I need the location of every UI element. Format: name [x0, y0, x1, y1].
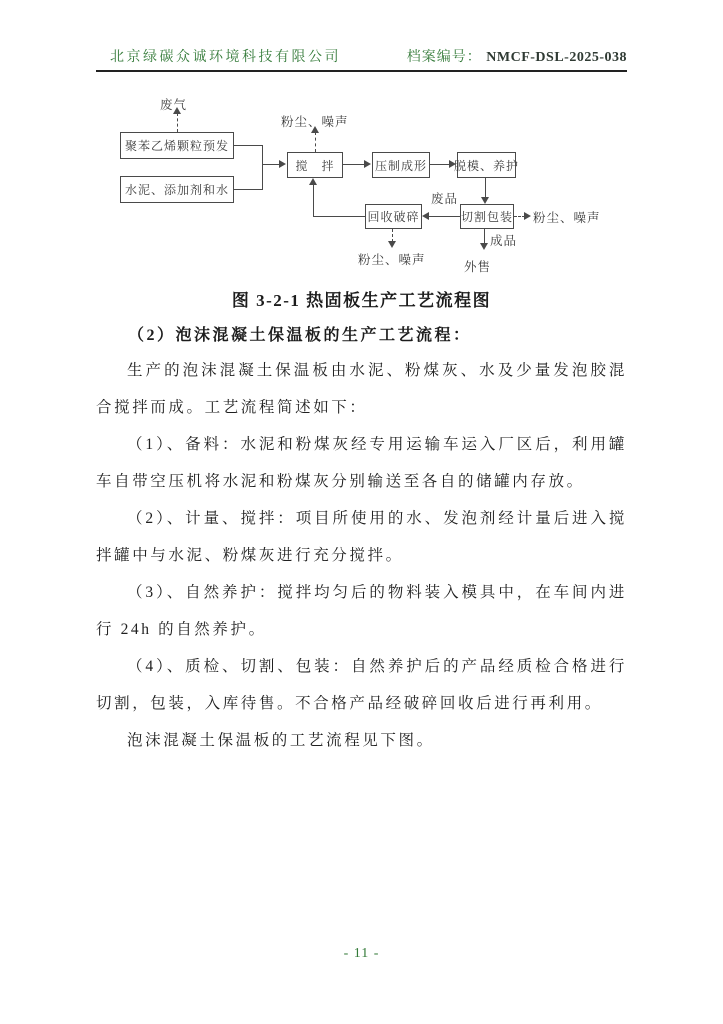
company-name: 北京绿碳众诚环境科技有限公司	[110, 50, 341, 65]
flow-line	[343, 164, 365, 165]
flow-box-cement-water: 水泥、添加剂和水	[120, 176, 234, 203]
flow-arrowhead	[311, 126, 319, 133]
flow-line	[429, 216, 460, 217]
flow-arrowhead	[481, 197, 489, 204]
paragraph: 泡沫混凝土保温板的工艺流程见下图。	[127, 732, 435, 749]
flow-arrowhead	[279, 160, 286, 168]
paragraph: （4）、质检、切割、包装：自然养护后的产品经质检合格进行切割，包装，入库待售。不合格产品经破碎回收后进行再利用。	[96, 658, 627, 712]
flow-label-waste-gas: 废气	[160, 98, 188, 112]
flow-line	[430, 164, 450, 165]
archive-code: NMCF-DSL-2025-038	[486, 50, 627, 65]
flow-box-pressing: 压制成形	[372, 152, 430, 178]
paragraph: （2）、计量、搅拌：项目所使用的水、发泡剂经计量后进入搅拌罐中与水泥、粉煤灰进行充分搅拌。	[96, 510, 627, 564]
page-number: - 11 -	[343, 946, 380, 961]
flow-arrowhead	[524, 212, 531, 220]
flow-arrowhead	[422, 212, 429, 220]
flow-label-dust-noise-cut: 粉尘、噪声	[533, 211, 601, 225]
flow-dashed-line	[177, 113, 178, 132]
archive-label: 档案编号：	[406, 50, 482, 65]
flow-line	[484, 229, 485, 244]
process-flowchart	[0, 0, 723, 285]
section-heading: （2）泡沫混凝土保温板的生产工艺流程：	[128, 327, 472, 344]
flow-label-finished: 成品	[490, 234, 518, 248]
flow-line	[262, 145, 263, 190]
flow-box-mixing: 搅 拌	[287, 152, 343, 178]
flow-label-dust-noise-recycle: 粉尘、噪声	[358, 253, 426, 267]
flow-box-demolding: 脱模、养护	[457, 152, 516, 178]
flow-arrowhead	[309, 178, 317, 185]
flow-box-cutting: 切割包装	[460, 204, 514, 229]
flow-box-recycling: 回收破碎	[365, 204, 422, 229]
flow-dashed-line	[315, 132, 316, 152]
flow-line	[313, 216, 365, 217]
flow-label-sold: 外售	[464, 260, 492, 274]
body-text	[96, 352, 627, 759]
flow-arrowhead	[388, 241, 396, 248]
paragraph: （3）、自然养护：搅拌均匀后的物料装入模具中，在车间内进行 24h 的自然养护。	[96, 584, 627, 638]
flow-line	[313, 185, 314, 217]
flow-arrowhead	[364, 160, 371, 168]
flow-label-dust-noise-mix: 粉尘、噪声	[281, 115, 349, 129]
flow-label-scrap: 废品	[431, 192, 459, 206]
figure-caption: 图 3-2-1 热固板生产工艺流程图	[231, 291, 492, 310]
paragraph: 生产的泡沫混凝土保温板由水泥、粉煤灰、水及少量发泡胶混合搅拌而成。工艺流程简述如下：	[96, 362, 627, 416]
flow-arrowhead	[173, 107, 181, 114]
flow-line	[485, 178, 486, 198]
flow-box-eps: 聚苯乙烯颗粒预发	[120, 132, 234, 159]
flow-line	[234, 145, 262, 146]
flow-line	[262, 164, 280, 165]
flow-line	[234, 189, 262, 190]
flow-arrowhead	[480, 243, 488, 250]
paragraph: （1）、备料：水泥和粉煤灰经专用运输车运入厂区后，利用罐车自带空压机将水泥和粉煤灰分别输送至各自的储罐内存放。	[96, 436, 627, 490]
flow-arrowhead	[449, 160, 456, 168]
